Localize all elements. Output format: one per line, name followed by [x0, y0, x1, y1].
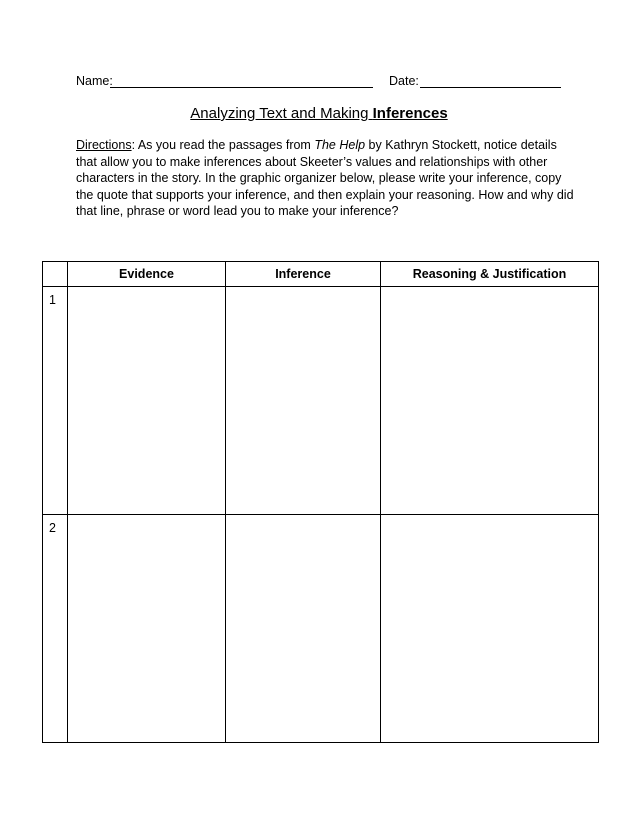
column-header-reasoning: Reasoning & Justification: [381, 262, 599, 287]
title-emphasis: Inferences: [372, 105, 448, 122]
reasoning-cell[interactable]: [381, 287, 599, 515]
directions-label: Directions: [76, 138, 132, 152]
name-label: Name:: [76, 74, 113, 88]
directions-text-2: by Kathryn Stockett, notice details that allow you to make inferences about Skeeter’s values and relationships with other characters in the story. In the graphic organizer below, please write your inference, copy the quote that supports your inference, and then explain your reasoning. How and why did that line, phrase or word lead you to make your inference?: [76, 138, 574, 218]
table-row: [43, 287, 599, 515]
name-field[interactable]: [110, 87, 373, 88]
table-header-row: [43, 262, 599, 287]
title-text: Analyzing Text and Making: [190, 105, 373, 122]
directions-paragraph: [76, 137, 576, 220]
inference-cell[interactable]: [226, 515, 381, 743]
table-row: [43, 515, 599, 743]
graphic-organizer-table: [42, 261, 599, 743]
column-header-inference: Inference: [226, 262, 381, 287]
evidence-cell[interactable]: [68, 287, 226, 515]
inference-cell[interactable]: [226, 287, 381, 515]
row-number: 2: [43, 515, 68, 743]
page-title: [0, 105, 638, 123]
date-field[interactable]: [420, 87, 561, 88]
column-header-evidence: Evidence: [68, 262, 226, 287]
column-header-number: [43, 262, 68, 287]
book-title: The Help: [314, 138, 366, 152]
row-number: 1: [43, 287, 68, 515]
date-label: Date:: [389, 74, 419, 88]
directions-text-1: : As you read the passages from: [131, 138, 315, 152]
reasoning-cell[interactable]: [381, 515, 599, 743]
evidence-cell[interactable]: [68, 515, 226, 743]
